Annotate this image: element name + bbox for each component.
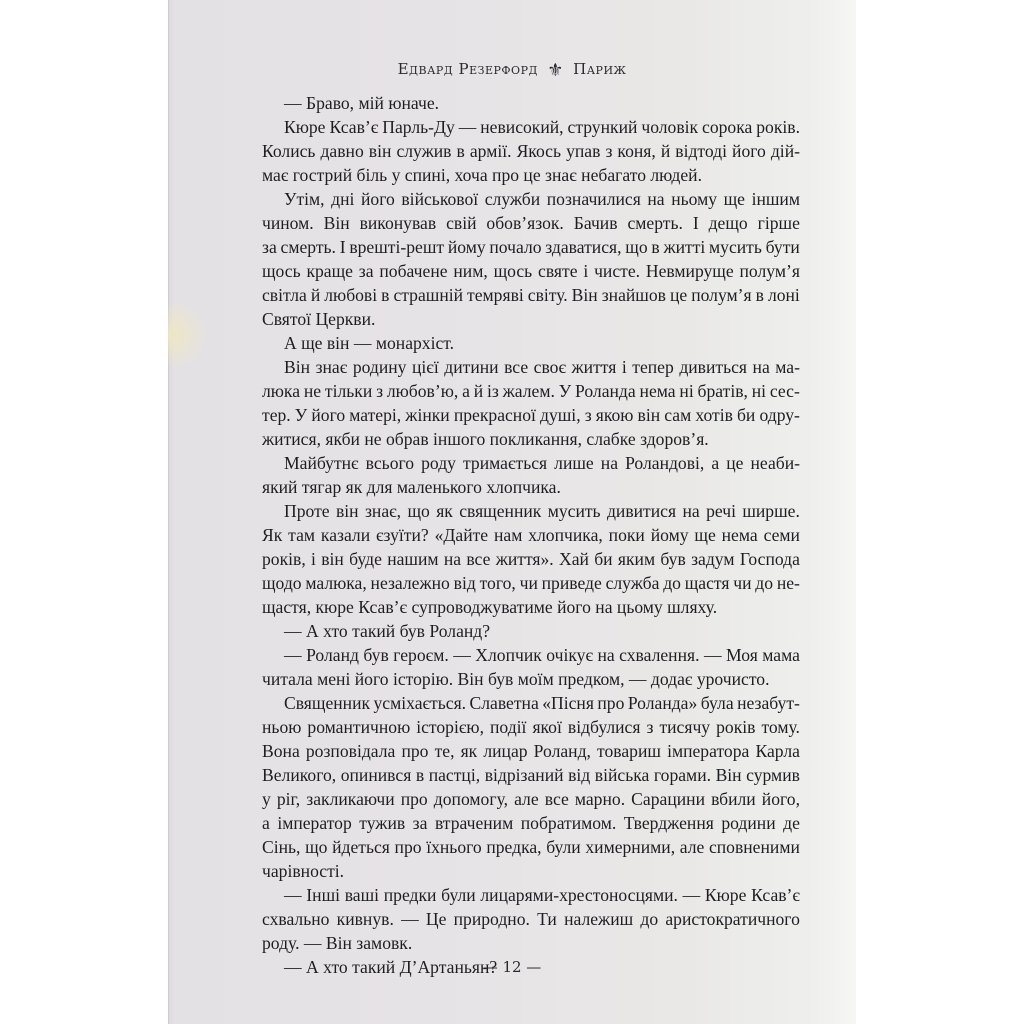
- text-line: Великого, опинився в пастці, відрізаний від війська горами. Він сурмив: [262, 765, 800, 785]
- text-line: чином. Він виконував свій обов’язок. Бачив смерть. І дещо гірше: [262, 213, 800, 233]
- text-line: житися, якби не обрав іншого покликання, слабке здоров’я.: [262, 429, 709, 449]
- running-header: [0, 60, 1024, 81]
- text-line: щастя, кюре Ксав’є супроводжуватиме його на цьому шляху.: [262, 597, 718, 617]
- text-line: — А хто такий був Роланд?: [284, 621, 491, 641]
- fleur-de-lis-icon: ⚜: [547, 60, 564, 81]
- text-line: чарівності.: [262, 861, 345, 881]
- text-line: за смерть. І врешті-решт йому почало здаватися, що в житті мусить бути: [262, 237, 800, 257]
- text-line: Утім, дні його військової служби позначилися на ньому ще іншим: [284, 189, 800, 209]
- text-line: — А хто такий Д’Артаньян?: [284, 957, 498, 977]
- text-line: Святої Церкви.: [262, 309, 376, 329]
- page-number: — 12 —: [482, 958, 542, 976]
- text-line: А ще він — монархіст.: [284, 333, 455, 353]
- text-line: Священник усміхається. Славетна «Пісня про Роланда» була незабут-: [284, 693, 800, 713]
- text-line: років, і він буде нашим на все життя». Хай би яким був задум Господа: [262, 549, 800, 569]
- text-line: Він знає родину цієї дитини все своє життя і тепер дивиться на ма-: [284, 357, 800, 377]
- text-line: схвально кивнув. — Це природно. Ти належиш до аристократичного: [262, 909, 800, 929]
- text-line: Майбутнє всього роду тримається лише на Роландові, а це неаби-: [284, 453, 800, 473]
- text-line: світла й любові в страшній темряві світу. Він знайшов це полум’я в лоні: [262, 285, 800, 305]
- text-line: щодо малюка, незалежно від того, чи приведе служба до щастя чи до не-: [262, 573, 800, 593]
- text-line: тер. У його матері, жінки прекрасної душі, з якою він сам хотів би одру-: [262, 405, 800, 425]
- text-line: Колись давно він служив в армії. Якось упав з коня, й відтоді його дій-: [262, 141, 800, 161]
- text-line: читала мені його історію. Він був моїм предком, — додає урочисто.: [262, 669, 770, 689]
- text-line: — Роланд був героєм. — Хлопчик очікує на схвалення. — Моя мама: [284, 645, 800, 665]
- light-reflection: [168, 300, 208, 370]
- text-line: Проте він знає, що як священник мусить дивитися на речі ширше.: [284, 501, 800, 521]
- text-line: у ріг, закликаючи про допомогу, але все марно. Сарацини вбили його,: [262, 789, 800, 809]
- text-line: який тягар як для маленького хлопчика.: [262, 477, 561, 497]
- header-title: Париж: [573, 60, 627, 78]
- text-line: Сінь, що йдеться про їхнього предка, були химерними, але сповненими: [262, 837, 800, 857]
- text-line: щось краще за побачене ним, щось святе і чисте. Невмируще полум’я: [262, 261, 800, 281]
- text-line: Як там казали єзуїти? «Дайте нам хлопчика, поки йому ще нема семи: [262, 525, 800, 545]
- text-line: ньою романтичною історією, події якої відбулися з тисячу років тому.: [262, 717, 800, 737]
- text-line: має гострий біль у спині, хоча про це знає небагато людей.: [262, 165, 702, 185]
- body-text: [262, 91, 800, 979]
- text-line: — Інші ваші предки були лицарями-хрестоносцями. — Кюре Ксав’є: [284, 885, 800, 905]
- text-line: а імператор тужив за втраченим побратимом. Твердження родини де: [262, 813, 800, 833]
- text-line: — Браво, мій юначе.: [284, 93, 440, 113]
- text-line: Вона розповідала про те, як лицар Роланд, товариш імператора Карла: [262, 741, 800, 761]
- text-line: роду. — Він замовк.: [262, 933, 413, 953]
- text-line: люка не тільки з любов’ю, а й із жалем. У Роланда нема ні братів, ні сес-: [262, 381, 800, 401]
- header-author: Едвард Резерфорд: [397, 60, 538, 78]
- text-line: Кюре Ксав’є Парль-Ду — невисокий, стрункий чоловік сорока років.: [284, 117, 800, 137]
